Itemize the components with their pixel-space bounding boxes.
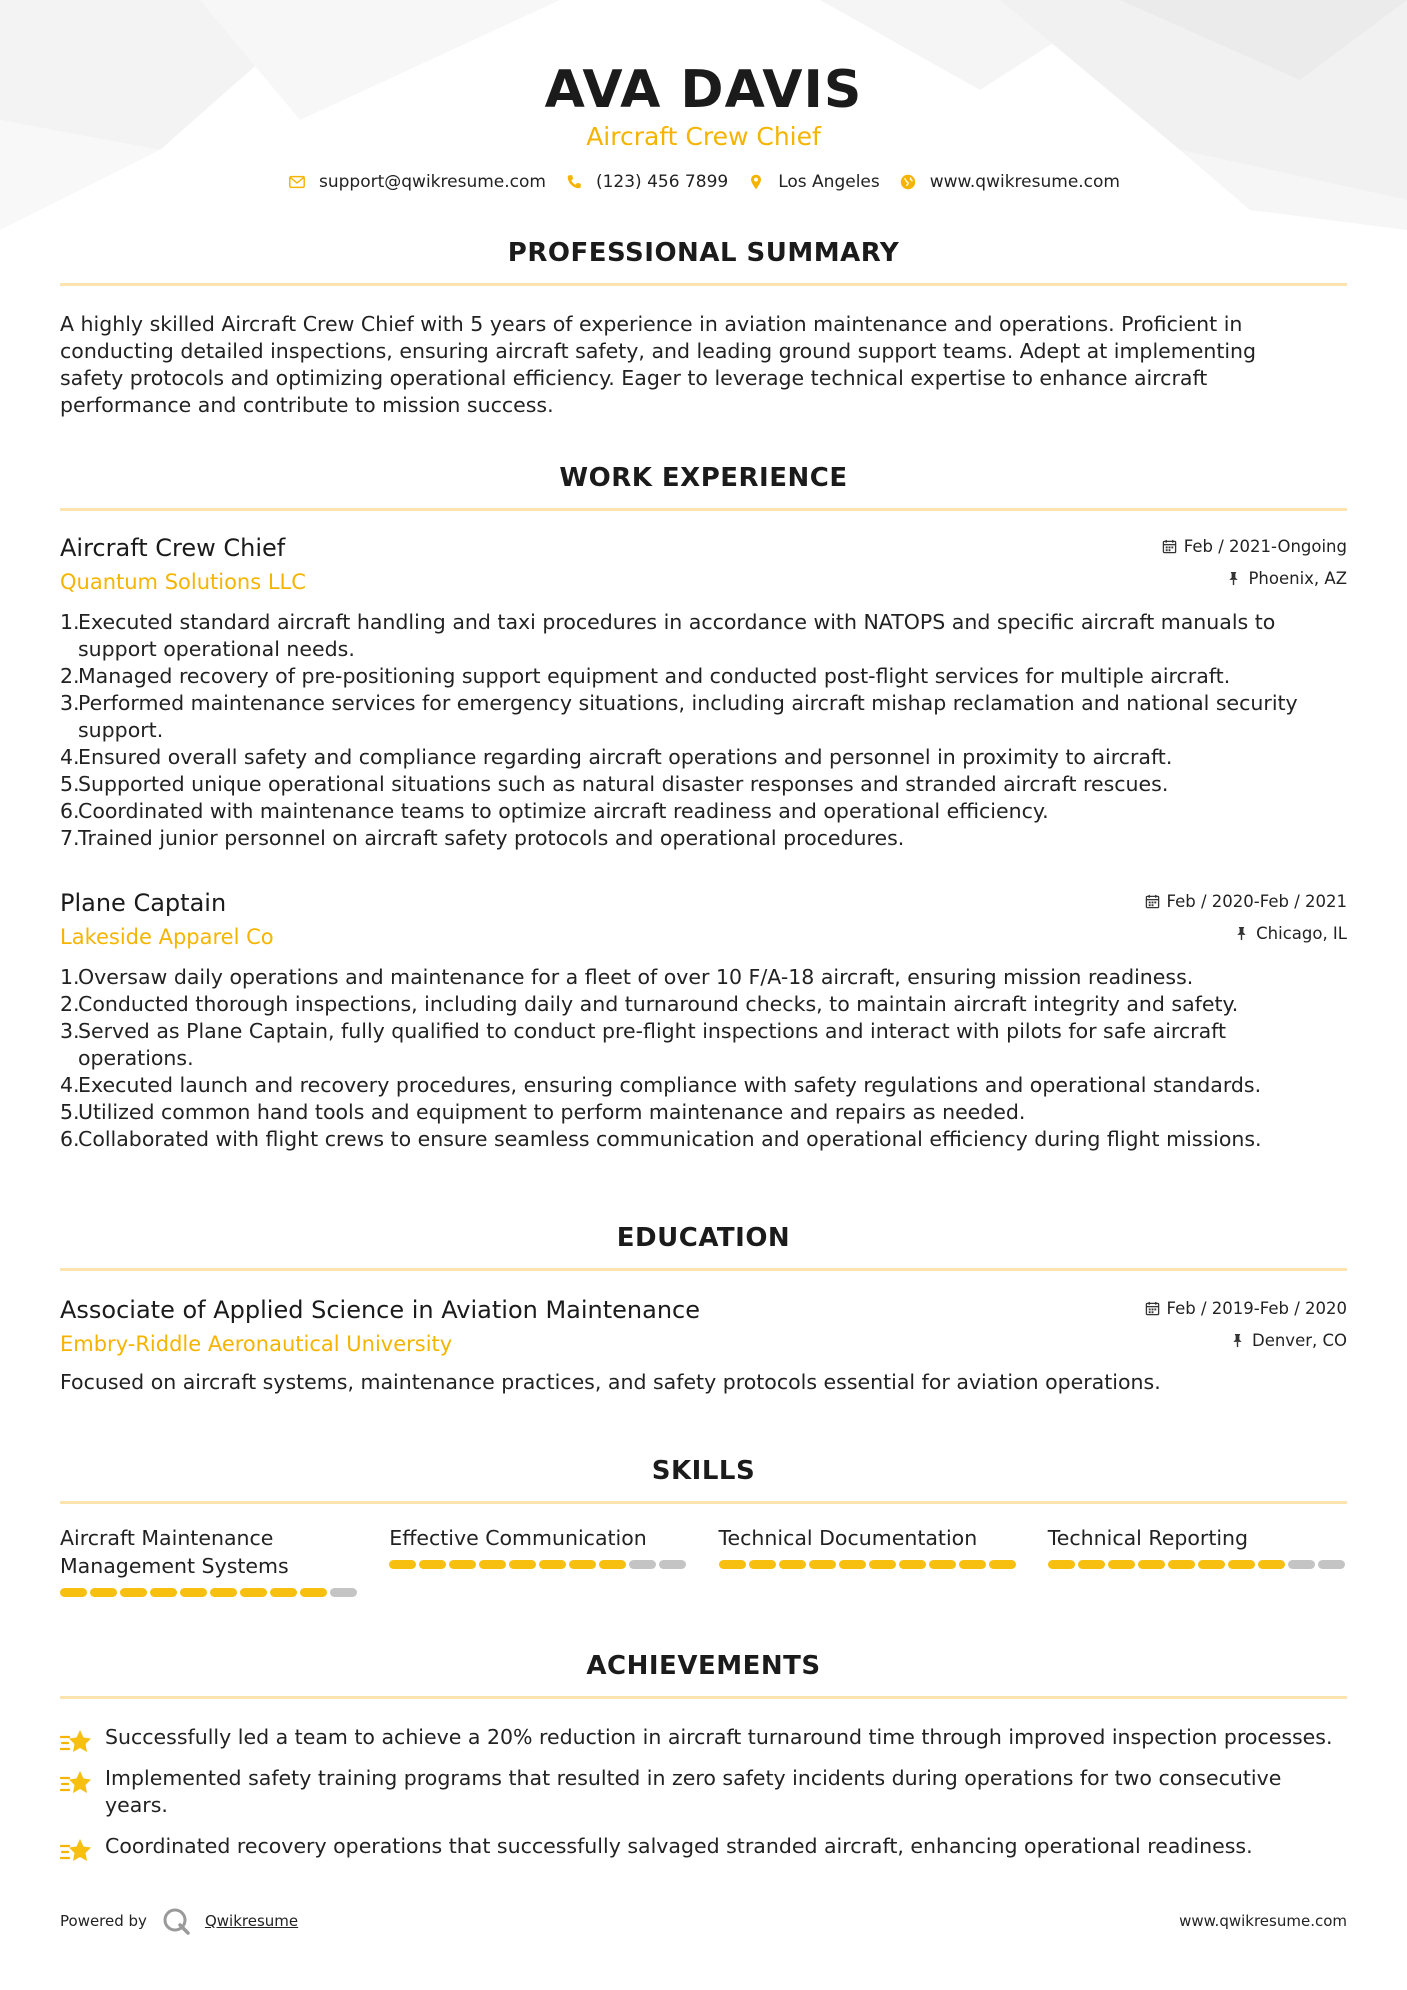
- bullet-item: 4. Ensured overall safety and compliance regarding aircraft operations and personnel in proximity to aircraft.: [60, 745, 1173, 769]
- skill-name: Effective Communication: [389, 1526, 647, 1550]
- skill-segment-filled: [509, 1560, 536, 1569]
- bullet-item: 5. Supported unique operational situations such as natural disaster responses and stranded aircraft rescues.: [60, 772, 1169, 796]
- shooting-star-icon: [60, 1728, 92, 1756]
- job-location-text: Phoenix, AZ: [1248, 569, 1347, 588]
- skill-segment-filled: [90, 1588, 117, 1597]
- skill-segment-filled: [270, 1588, 297, 1597]
- powered-by-label: Powered by: [60, 1912, 147, 1930]
- skill-segment-empty: [629, 1560, 656, 1569]
- job-bullets: [60, 964, 1347, 1153]
- contact-website-text: www.qwikresume.com: [929, 172, 1120, 192]
- job-date: [1145, 892, 1347, 911]
- job-company: Lakeside Apparel Co: [60, 925, 274, 949]
- education-location-text: Denver, CO: [1251, 1331, 1347, 1350]
- footer-website[interactable]: www.qwikresume.com: [1179, 1912, 1347, 1930]
- candidate-name: AVA DAVIS: [544, 60, 863, 120]
- skill-segment-filled: [1258, 1560, 1285, 1569]
- job-location: [1234, 924, 1347, 943]
- skill-segment-filled: [719, 1560, 746, 1569]
- contact-phone[interactable]: [564, 172, 728, 192]
- skills-divider: [60, 1501, 1347, 1504]
- bullet-item: 4. Executed launch and recovery procedures, ensuring compliance with safety regulations and operational standards.: [60, 1073, 1262, 1097]
- skill-segment-filled: [150, 1588, 177, 1597]
- job-entry: [60, 888, 1347, 1153]
- job-role: Aircraft Crew Chief: [60, 534, 286, 562]
- shooting-star-icon: [60, 1769, 92, 1797]
- degree-name: Associate of Applied Science in Aviation Maintenance: [60, 1296, 701, 1324]
- skill-segment-empty: [1288, 1560, 1315, 1569]
- resume-header: [0, 58, 1407, 192]
- skill-segment-filled: [419, 1560, 446, 1569]
- phone-icon: [564, 172, 584, 192]
- education-description: Focused on aircraft systems, maintenance practices, and safety protocols essential for aviation operations.: [60, 1370, 1161, 1394]
- skill-segment-filled: [1228, 1560, 1255, 1569]
- bullet-item: 6. Collaborated with flight crews to ensure seamless communication and operational efficiency during flight missions.: [60, 1127, 1262, 1151]
- skill-rating-bar: [1048, 1560, 1347, 1569]
- skills-heading: SKILLS: [651, 1456, 756, 1486]
- education-divider: [60, 1268, 1347, 1271]
- skill-rating-bar: [60, 1588, 359, 1597]
- job-bullets: [60, 609, 1347, 852]
- achievements-divider: [60, 1696, 1347, 1699]
- job-company: Quantum Solutions LLC: [60, 570, 306, 594]
- achievement-item: [60, 1765, 1347, 1819]
- qwikresume-link[interactable]: Qwikresume: [204, 1912, 299, 1930]
- pushpin-icon: [1234, 926, 1249, 941]
- contact-phone-text: (123) 456 7899: [595, 172, 729, 192]
- skill-segment-filled: [210, 1588, 237, 1597]
- education-entry: [60, 1295, 1347, 1396]
- skill-segment-empty: [659, 1560, 686, 1569]
- skill-item: [1048, 1524, 1347, 1597]
- candidate-title: Aircraft Crew Chief: [586, 122, 821, 151]
- skill-segment-filled: [779, 1560, 806, 1569]
- skill-segment-filled: [839, 1560, 866, 1569]
- skill-segment-empty: [330, 1588, 357, 1597]
- skill-segment-filled: [749, 1560, 776, 1569]
- bullet-item: 6. Coordinated with maintenance teams to optimize aircraft readiness and operational efficiency.: [60, 799, 1049, 823]
- contact-website[interactable]: [898, 172, 1120, 192]
- envelope-icon: [287, 172, 307, 192]
- experience-divider: [60, 508, 1347, 511]
- skill-segment-filled: [300, 1588, 327, 1597]
- bullet-item: 7. Trained junior personnel on aircraft safety protocols and operational procedures.: [60, 826, 905, 850]
- achievement-text: Coordinated recovery operations that successfully salvaged stranded aircraft, enhancing operational readiness.: [105, 1834, 1253, 1858]
- achievement-text: Successfully led a team to achieve a 20% reduction in aircraft turnaround time through improved inspection processes.: [105, 1725, 1333, 1749]
- job-entry: [60, 533, 1347, 852]
- skill-segment-filled: [60, 1588, 87, 1597]
- contact-email[interactable]: [287, 172, 546, 192]
- skill-segment-filled: [1198, 1560, 1225, 1569]
- skill-segment-filled: [389, 1560, 416, 1569]
- bullet-item: 5. Utilized common hand tools and equipment to perform maintenance and repairs as needed.: [60, 1100, 1026, 1124]
- skill-name: Technical Documentation: [718, 1526, 978, 1550]
- skill-segment-filled: [959, 1560, 986, 1569]
- skill-segment-filled: [240, 1588, 267, 1597]
- skill-segment-filled: [1048, 1560, 1075, 1569]
- achievements-list: [60, 1724, 1347, 1874]
- skill-segment-filled: [479, 1560, 506, 1569]
- qwikresume-logo-icon: [161, 1906, 191, 1936]
- bullet-item: 2. Managed recovery of pre-positioning support equipment and conducted post-flight services for multiple aircraft.: [60, 664, 1231, 688]
- contact-location-text: Los Angeles: [778, 172, 880, 192]
- experience-heading: WORK EXPERIENCE: [559, 463, 848, 493]
- bullet-item: 1. Executed standard aircraft handling and taxi procedures in accordance with NATOPS and specific aircraft manuals to support operational needs.: [60, 610, 1276, 661]
- skill-segment-filled: [539, 1560, 566, 1569]
- summary-text: A highly skilled Aircraft Crew Chief with 5 years of experience in aviation maintenance and operations. Proficient in conducting detailed inspections, ensuring aircraft safety, and leading ground support teams. Adept at implementing safety protocols and optimizing operational efficiency. Eager to leverage technical expertise to enhance aircraft performance and contribute to mission success.: [60, 312, 1257, 417]
- skill-rating-bar: [719, 1560, 1018, 1569]
- globe-icon: [898, 172, 918, 192]
- bullet-item: 1. Oversaw daily operations and maintenance for a fleet of over 10 F/A-18 aircraft, ensuring mission readiness.: [60, 965, 1194, 989]
- pushpin-icon: [1230, 1333, 1245, 1348]
- skill-segment-filled: [599, 1560, 626, 1569]
- bullet-item: 2. Conducted thorough inspections, including daily and turnaround checks, to maintain aircraft integrity and safety.: [60, 992, 1239, 1016]
- skill-segment-filled: [1138, 1560, 1165, 1569]
- education-date: [1145, 1299, 1347, 1318]
- school-name: Embry-Riddle Aeronautical University: [60, 1332, 453, 1356]
- summary-heading: PROFESSIONAL SUMMARY: [507, 238, 900, 268]
- achievement-item: [60, 1724, 1347, 1751]
- skill-name: Aircraft Maintenance Management Systems: [60, 1526, 289, 1578]
- skill-item: [60, 1524, 359, 1597]
- job-location-text: Chicago, IL: [1256, 924, 1347, 943]
- contact-bar: [0, 172, 1407, 192]
- calendar-icon: [1162, 539, 1177, 554]
- skill-segment-filled: [899, 1560, 926, 1569]
- skill-item: [389, 1524, 688, 1597]
- education-location: [1230, 1331, 1347, 1350]
- job-date-text: Feb / 2021-Ongoing: [1183, 537, 1347, 556]
- map-pin-icon: [746, 172, 766, 192]
- skill-segment-filled: [809, 1560, 836, 1569]
- education-heading: EDUCATION: [616, 1223, 791, 1253]
- job-date: [1162, 537, 1347, 556]
- skill-segment-filled: [1078, 1560, 1105, 1569]
- skill-rating-bar: [389, 1560, 688, 1569]
- summary-divider: [60, 283, 1347, 286]
- skill-segment-empty: [1318, 1560, 1345, 1569]
- skill-segment-filled: [1108, 1560, 1135, 1569]
- job-date-text: Feb / 2020-Feb / 2021: [1166, 892, 1347, 911]
- pushpin-icon: [1226, 571, 1241, 586]
- contact-location: [746, 172, 880, 192]
- skill-segment-filled: [1168, 1560, 1195, 1569]
- skills-list: [60, 1524, 1347, 1597]
- education-header: [60, 1295, 1347, 1357]
- powered-by: [60, 1906, 298, 1936]
- job-header: [60, 533, 1347, 595]
- achievement-text: Implemented safety training programs that resulted in zero safety incidents during operations for two consecutive years.: [105, 1766, 1282, 1817]
- contact-email-text: support@qwikresume.com: [319, 172, 546, 192]
- job-role: Plane Captain: [60, 889, 227, 917]
- skill-name: Technical Reporting: [1047, 1526, 1249, 1550]
- calendar-icon: [1145, 1301, 1160, 1316]
- job-location: [1226, 569, 1347, 588]
- achievements-heading: ACHIEVEMENTS: [586, 1651, 821, 1681]
- skill-segment-filled: [569, 1560, 596, 1569]
- skill-item: [719, 1524, 1018, 1597]
- skill-segment-filled: [180, 1588, 207, 1597]
- footer: [60, 1900, 1347, 1936]
- bullet-item: 3. Performed maintenance services for emergency situations, including aircraft mishap reclamation and national security support.: [60, 691, 1298, 742]
- achievement-item: [60, 1833, 1347, 1860]
- skill-segment-filled: [869, 1560, 896, 1569]
- skill-segment-filled: [989, 1560, 1016, 1569]
- job-header: [60, 888, 1347, 950]
- shooting-star-icon: [60, 1837, 92, 1865]
- bullet-item: 3. Served as Plane Captain, fully qualified to conduct pre-flight inspections and interact with pilots for safe aircraft operations.: [60, 1019, 1227, 1070]
- skill-segment-filled: [929, 1560, 956, 1569]
- skill-segment-filled: [120, 1588, 147, 1597]
- skill-segment-filled: [449, 1560, 476, 1569]
- education-date-text: Feb / 2019-Feb / 2020: [1166, 1299, 1347, 1318]
- calendar-icon: [1145, 894, 1160, 909]
